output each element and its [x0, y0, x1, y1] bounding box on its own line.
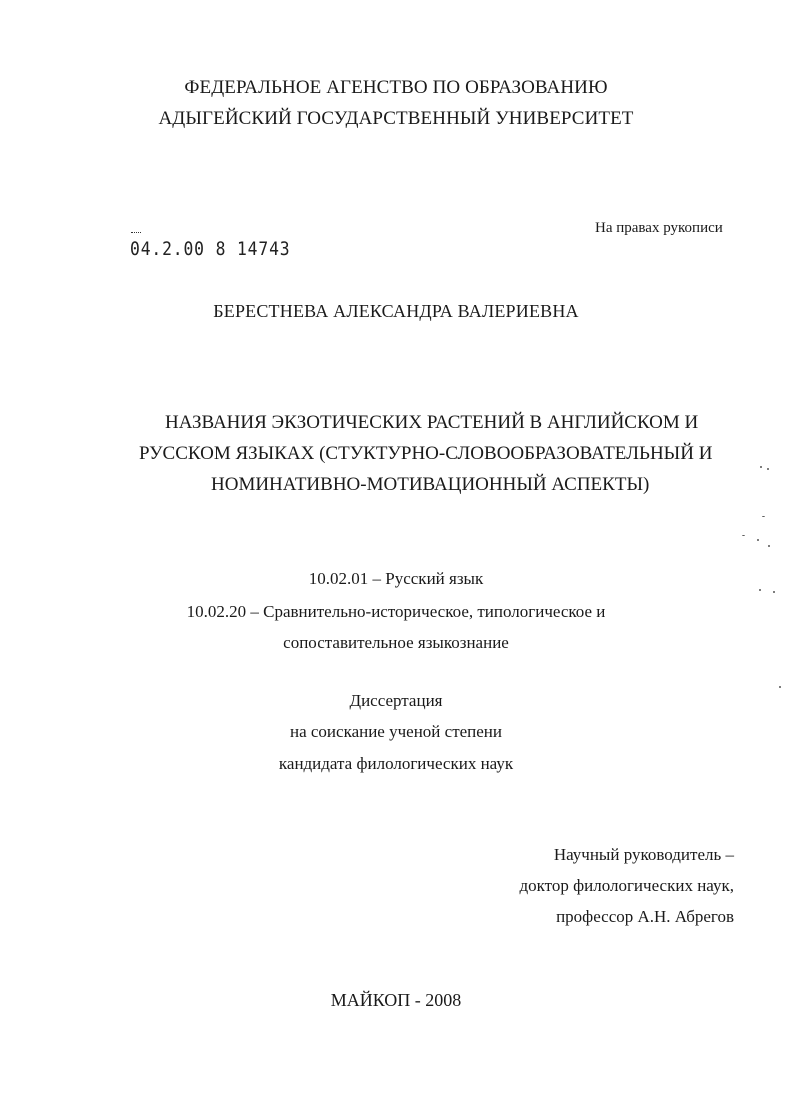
thesis-title-line-1: НАЗВАНИЯ ЭКЗОТИЧЕСКИХ РАСТЕНИЙ В АНГЛИЙСКОМ И	[165, 412, 699, 433]
degree-purpose: на соискание ученой степени	[289, 722, 503, 741]
archive-number: 04.2.00 8 14743	[130, 238, 291, 260]
thesis-title-line-3: НОМИНАТИВНО-МОТИВАЦИОННЫЙ АСПЕКТЫ)	[211, 474, 650, 495]
scan-speck	[762, 516, 765, 517]
supervisor-degree: доктор филологических наук,	[519, 876, 734, 895]
scan-speck	[757, 539, 759, 541]
scan-speck	[768, 545, 770, 547]
author-name: БЕРЕСТНЕВА АЛЕКСАНДРА ВАЛЕРИЕВНА	[213, 301, 579, 321]
scan-speck	[742, 535, 745, 536]
degree-name: кандидата филологических наук	[278, 754, 514, 773]
thesis-title-line-2: РУССКОМ ЯЗЫКАХ (СТУКТУРНО-СЛОВООБРАЗОВАТЕЛЬНЫЙ И	[139, 443, 713, 464]
city-year: МАЙКОП - 2008	[330, 990, 462, 1010]
supervisor-role: Научный руководитель –	[553, 845, 734, 864]
specialty-code-2-cont: сопоставительное языкознание	[283, 633, 509, 652]
specialty-code-1: 10.02.01 – Русский язык	[308, 569, 484, 588]
document-type: Диссертация	[349, 691, 443, 710]
scan-speck	[760, 466, 762, 468]
agency-name: ФЕДЕРАЛЬНОЕ АГЕНСТВО ПО ОБРАЗОВАНИЮ	[184, 77, 608, 98]
archive-stamp-mark	[131, 232, 141, 235]
scan-speck	[779, 686, 781, 688]
manuscript-rights-note: На правах рукописи	[595, 220, 723, 236]
supervisor-name: профессор А.Н. Абрегов	[556, 907, 734, 926]
scan-speck	[759, 589, 761, 591]
specialty-code-2: 10.02.20 – Сравнительно-историческое, типологическое и	[186, 602, 606, 621]
university-name: АДЫГЕЙСКИЙ ГОСУДАРСТВЕННЫЙ УНИВЕРСИТЕТ	[158, 108, 634, 129]
scan-speck	[767, 468, 769, 470]
scan-speck	[773, 591, 775, 593]
